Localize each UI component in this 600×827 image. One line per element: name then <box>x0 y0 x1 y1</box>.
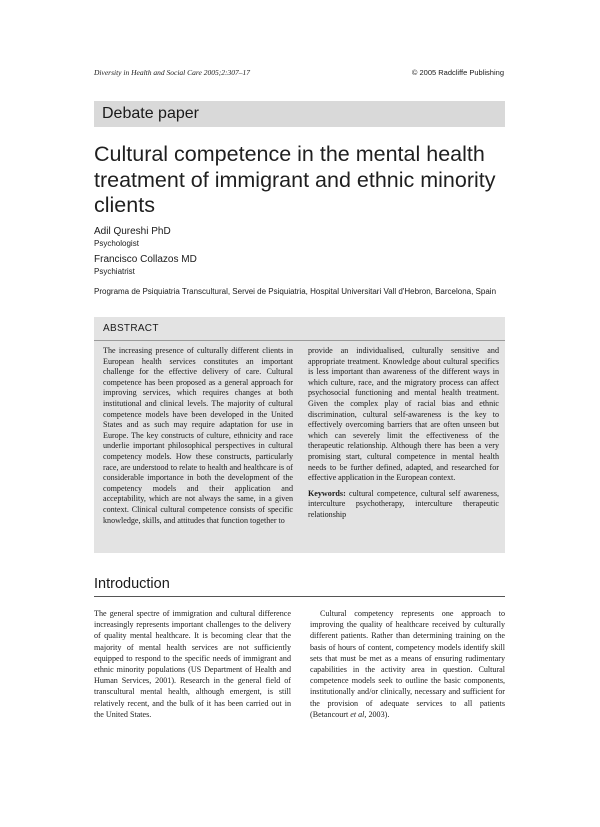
introduction-divider <box>94 596 505 597</box>
keywords <box>308 489 499 521</box>
section-label-banner <box>94 101 505 127</box>
introduction-text-left: The general spectre of immigration and cultural difference increasingly represents important challenges to the delivery of quality mental healthcare. It is becoming clear that the majority of mental health services are not sufficiently equipped to respond to the specific needs of immigrant and ethnic minority populations (US Department of Health and Human Services, 2001). Research in the general field of transcultural mental health, although emergent, is still relatively recent, and the bulk of it has been carried out in the United States. <box>94 609 291 719</box>
introduction-text-right <box>310 608 505 720</box>
abstract-divider <box>94 340 505 341</box>
citation-etal: et al <box>350 709 365 719</box>
author-name: Adil Qureshi PhD <box>94 226 171 237</box>
section-label: Debate paper <box>102 105 199 122</box>
citation-end: , 2003). <box>364 709 390 719</box>
abstract-text-right: provide an individualised, culturally sensitive and appropriate treatment. Knowledge about cultural specifics is less important than awareness of the different ways in which culture, race, and the migratory process can affect psychosocial functioning and mental health treatment. Given the complex play of racial bias and ethnic discrimination, cultural self-awareness is the key to effectively overcoming barriers that are often unseen but which can severely limit the effectiveness of the therapeutic relationship. Although there has been a very promising start, cultural competence in mental health needs to be further defined, adapted, and researched for effective application in the European context. <box>308 346 499 483</box>
keywords-list: cultural competence, cultural self awareness, interculture psychotherapy, interculture therapeutic relationship <box>308 488 499 519</box>
copyright-notice: © 2005 Radcliffe Publishing <box>411 68 504 77</box>
article-title: Cultural competence in the mental health treatment of immigrant and ethnic minority clients <box>94 142 496 217</box>
abstract-text-left: The increasing presence of culturally different clients in European health services constitutes an important challenge for the effective delivery of care. Cultural competence has been proposed as a general approach for improving services, which requires changes at both institutional and clinical levels. The majority of cultural competence models have been developed in the United States and as such may require adaptation for use in Europe. The key constructs of culture, ethnicity and race underlie important philosophical perspectives in cultural competency models. How these constructs, particularly race, are understood to relate to health and healthcare is of considerable importance in both the development of the competency models and their application and acceptability, which are not always the same, in a given context. Clinical cultural competence consists of specific knowledge, skills, and attitudes that function together to <box>103 346 293 525</box>
author-role: Psychologist <box>94 239 139 248</box>
journal-citation: Diversity in Health and Social Care 2005;2:307–17 <box>94 68 250 77</box>
abstract-column-right <box>308 346 499 521</box>
intro-paragraph: Cultural competency represents one approach to improving the quality of healthcare received by culturally different patients. Rather than determining training on the basis of hours of content, competency models identify skill sets that must be met as a means of ensuring rudimentary capabilities in the activity area in question. Cultural competence models seek to outline the basic components, institutionally and/or clinically, necessary and sufficient for the provision of adequate services to all patients (Betancourt <box>310 609 505 719</box>
author-affiliation: Programa de Psiquiatria Transcultural, Servei de Psiquiatria, Hospital Universitari Vall d'Hebron, Barcelona, Spain <box>94 287 497 296</box>
keywords-label: Keywords: <box>308 488 346 498</box>
introduction-heading: Introduction <box>94 576 170 592</box>
abstract-heading: ABSTRACT <box>103 323 159 334</box>
author-name: Francisco Collazos MD <box>94 254 197 265</box>
abstract-box <box>94 317 505 553</box>
author-role: Psychiatrist <box>94 267 135 276</box>
